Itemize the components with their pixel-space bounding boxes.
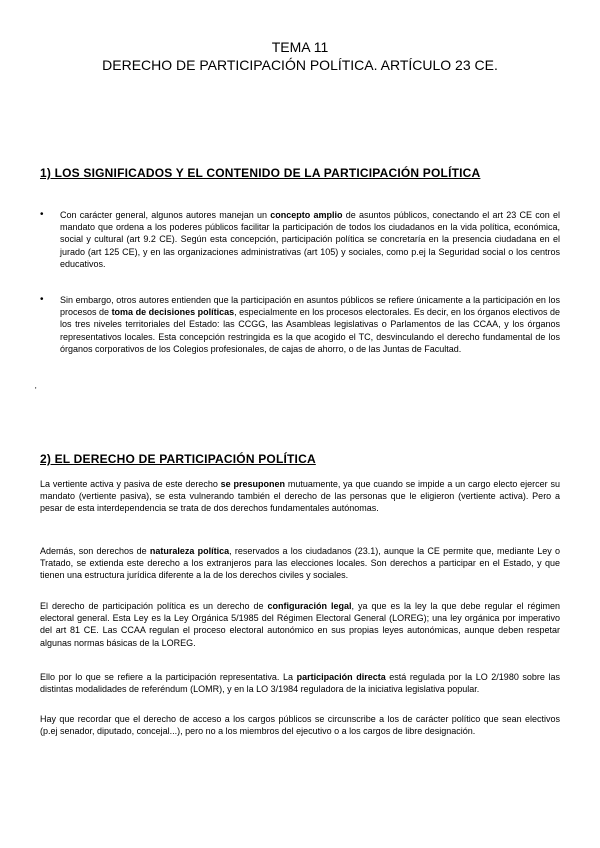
bold-term: naturaleza política [149,546,230,556]
paragraph: Ello por lo que se refiere a la participación representativa. La participación directa está regulada por la LO 2/1980 sobre las distintas modalidades de referéndum (LOMR), y en la LO 3/1984 reguladora de la iniciativa legislativa popular. [40,672,561,695]
paragraph: El derecho de participación política es un derecho de configuración legal, ya que es la ley la que debe regular el régimen electoral general. Esta Ley es la Ley Orgánica 5/1985 del Régimen Electoral General (LOREG); una ley orgánica por imperativo del art 81 CE. Las CCAA regulan el proceso electoral autonómico en sus propias leyes autonómicas, aunque deben respetar algunas normas básicas de la LOREG. [40,601,561,648]
bullet-text: Sin embargo, otros autores entienden que la participación en asuntos públicos se refiere únicamente a la participación en los procesos de toma de decisiones políticas, especialmente en los procesos electorales. Es decir, en los órganos electivos de los tres niveles territoriales del Estado: las CCGG, las Asambleas legislativas o Parlamentos de las CCAA, y los órganos representativos locales. Esta concepción restringida es la que acogido el TC, desvinculando el derecho fundamental de los órganos corporativos de los Colegios profesionales, de cajas de ahorro, o de las Juntas de Facultad. [60,295,561,354]
document-subtitle: DERECHO DE PARTICIPACIÓN POLÍTICA. ARTÍCULO 23 CE. [102,57,498,73]
bullet-icon: • [40,209,44,220]
paragraph: Además, son derechos de naturaleza política, reservados a los ciudadanos (23.1), aunque la CE permite que, mediante Ley o Tratado, se extienda este derecho a los extranjeros para las elecciones locales. Son derechos a participar en el Estado, y que tienen una estructura jurídica diferente a la de los derechos civiles y sociales. [40,546,560,581]
bold-term: participación directa [296,672,386,682]
bullet-item-1 [40,209,560,270]
paragraph: Hay que recordar que el derecho de acceso a los cargos públicos se circunscribe a los de carácter político que sean electivos (p.ej senador, diputado, concejal...), pero no a los miembros del ejecutivo o a los cargos de libre designación. [40,714,560,737]
section-1-heading: 1) LOS SIGNIFICADOS Y EL CONTENIDO DE LA PARTICIPACIÓN POLÍTICA [40,166,481,180]
bold-term: toma de decisiones políticas [111,307,235,318]
section-2-heading: 2) EL DERECHO DE PARTICIPACIÓN POLÍTICA [40,452,316,466]
bullet-text: Con carácter general, algunos autores manejan un concepto amplio de asuntos públicos, conectando el art 23 CE con el mandato que ordena a los poderes públicos facilitar la participación de todos los ciudadanos en la vida política, económica, social y cultural (art 9.2 CE). Según esta concepción, participación política se concretaría en la presencia ciudadana en el jurado (art 125 CE), y en las organizaciones administrativas (art 105) y sociales, como p.ej la Seguridad social o los centros educativos. [60,210,560,269]
bold-term: concepto amplio [270,210,343,220]
stray-mark: ' [35,386,37,395]
bold-term: se presuponen [220,479,286,489]
paragraph: La vertiente activa y pasiva de este derecho se presuponen mutuamente, ya que cuando se impide a un cargo electo ejercer su mandato (vertiente pasiva), se esta vulnerando también el derecho de las personas que le eligieron (vertiente activa). Pero a pesar de esta interdependencia se trata de dos derechos fundamentales autónomas. [40,479,561,514]
bold-term: configuración legal [267,601,352,611]
bullet-item-2 [40,294,560,355]
bullet-icon: • [40,294,44,305]
document-title: TEMA 11 [271,39,329,55]
